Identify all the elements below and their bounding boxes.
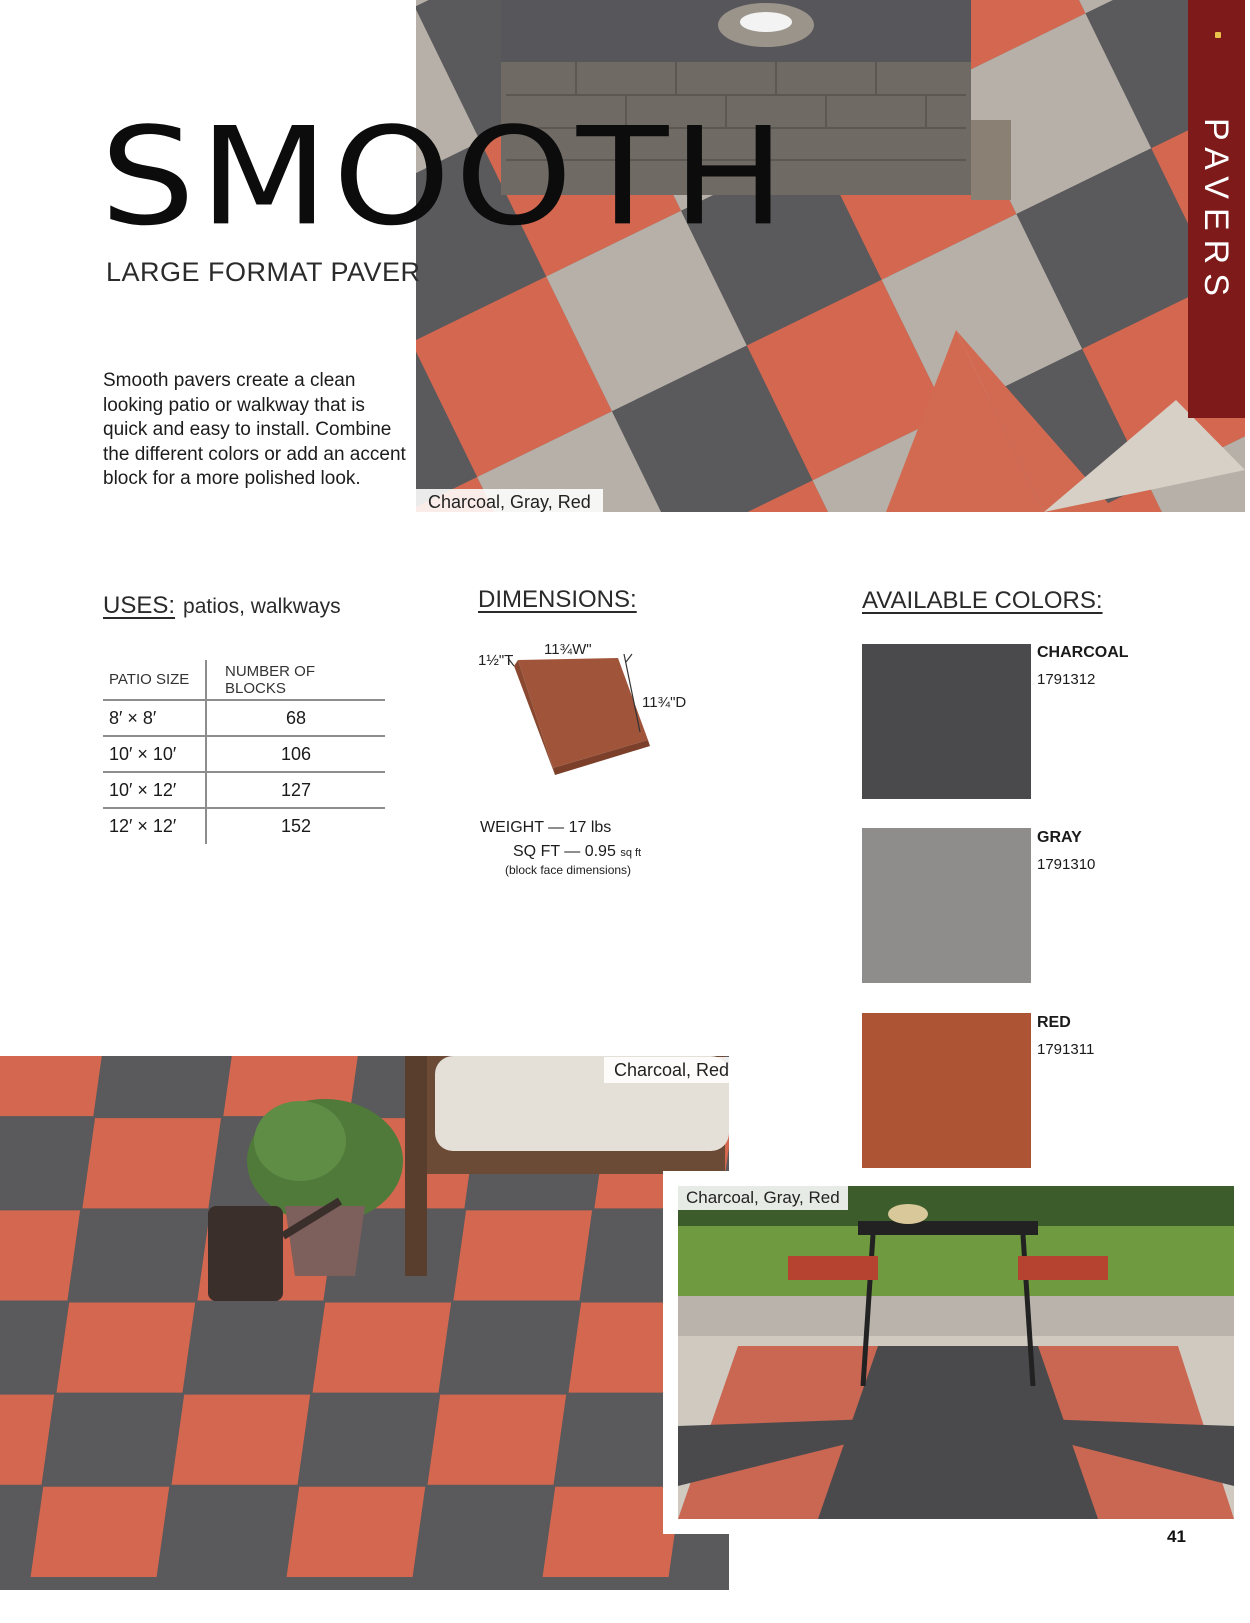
sqft-value: SQ FT — 0.95: [513, 843, 616, 860]
color-name: CHARCOAL: [1037, 644, 1129, 661]
tab-marker-icon: [1215, 32, 1221, 38]
patio-size-table: [103, 660, 385, 844]
dimension-depth: 11¾"D: [642, 694, 687, 711]
intro-paragraph: Smooth pavers create a clean looking patio or walkway that is quick and easy to install. Combine the different colors or add an accent block for a more polished look.: [103, 370, 406, 489]
block-count-cell: 68: [206, 700, 385, 736]
uses-line: [103, 592, 341, 620]
uses-heading: USES:: [103, 592, 176, 619]
block-count-cell: 127: [206, 772, 385, 808]
block-weight: WEIGHT — 17 lbs: [480, 819, 612, 836]
page-subtitle: LARGE FORMAT PAVER: [106, 257, 421, 287]
color-name: GRAY: [1037, 829, 1082, 846]
color-sku: 1791311: [1037, 1041, 1095, 1058]
bottom-right-caption: Charcoal, Gray, Red: [678, 1186, 848, 1210]
hero-caption: Charcoal, Gray, Red: [416, 489, 603, 515]
sqft-unit: sq ft: [620, 847, 642, 859]
color-name: RED: [1037, 1014, 1071, 1031]
table-header-number-of-blocks: NUMBER OF BLOCKS: [206, 660, 385, 700]
dimension-width: 11¾W": [544, 641, 592, 658]
section-tab-label: PAVERS: [1197, 118, 1235, 305]
color-swatch-gray: [862, 828, 1031, 983]
dimension-thickness: 1½"T: [478, 652, 514, 669]
dimensions-heading: DIMENSIONS:: [478, 586, 637, 613]
block-sqft: [513, 843, 641, 861]
table-row: [103, 772, 385, 808]
hero-photo: [416, 0, 1245, 512]
available-colors-heading: AVAILABLE COLORS:: [862, 587, 1103, 614]
table-row: [103, 736, 385, 772]
patio-photo-charcoal-gray-red: [678, 1186, 1234, 1519]
patio-size-cell: 10′ × 12′: [103, 772, 206, 808]
uses-text: patios, walkways: [183, 595, 341, 618]
table-header-row: [103, 660, 385, 700]
hero-patio-illustration: [416, 0, 1245, 512]
color-swatch-red: [862, 1013, 1031, 1168]
patio-size-cell: 10′ × 10′: [103, 736, 206, 772]
bottom-left-caption: Charcoal, Red: [604, 1057, 739, 1083]
table-row: [103, 808, 385, 844]
color-swatch-charcoal: [862, 644, 1031, 799]
patio-checker-illustration: [0, 1056, 729, 1590]
color-sku: 1791310: [1037, 856, 1096, 873]
color-sku: 1791312: [1037, 671, 1096, 688]
patio-size-cell: 12′ × 12′: [103, 808, 206, 844]
table-header-patio-size: PATIO SIZE: [103, 660, 206, 700]
patio-dining-illustration: [678, 1186, 1234, 1519]
patio-size-cell: 8′ × 8′: [103, 700, 206, 736]
page-number: 41: [1167, 1527, 1186, 1546]
page-title: SMOOTH: [100, 99, 790, 256]
block-count-cell: 152: [280, 816, 312, 836]
patio-photo-charcoal-red: [0, 1056, 729, 1590]
sqft-note: (block face dimensions): [505, 863, 632, 877]
block-count-cell: 106: [206, 736, 385, 772]
table-row: [103, 700, 385, 736]
